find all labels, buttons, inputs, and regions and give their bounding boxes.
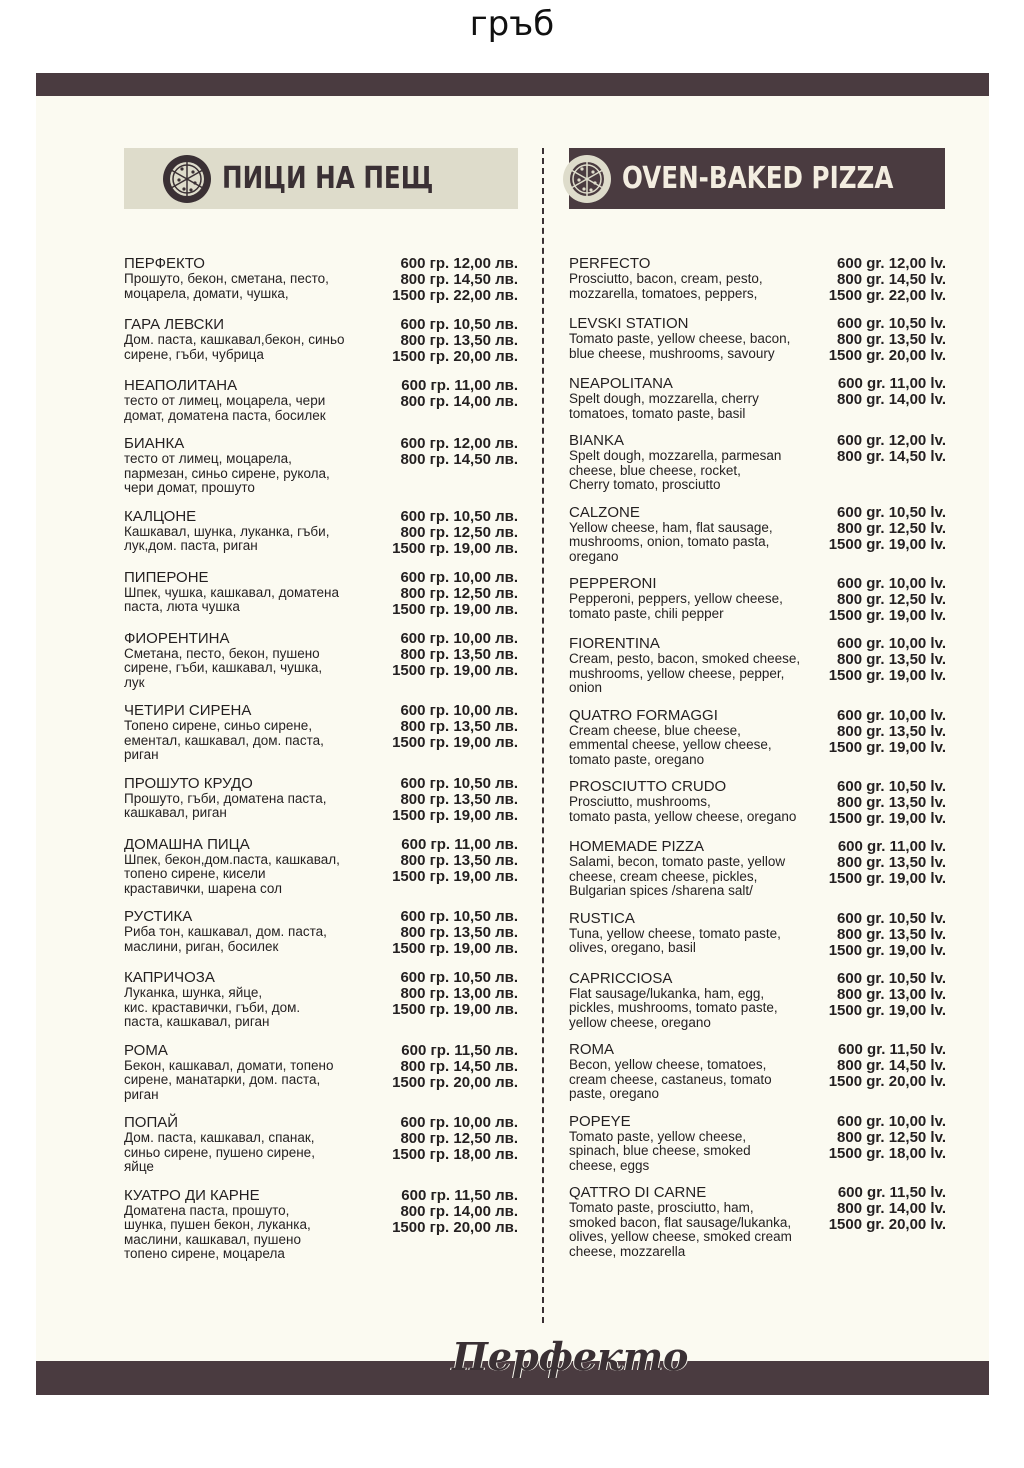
menu-item-prices	[388, 837, 518, 885]
menu-item-prices	[825, 576, 946, 624]
page-title: гръб	[469, 4, 555, 44]
menu-item-name: ПИПЕРОНЕ	[124, 568, 209, 586]
menu-item-price: 800 гр. 13,50 лв.	[400, 851, 518, 869]
menu-item-prices	[388, 256, 518, 304]
menu-item	[569, 779, 946, 827]
menu-item-description: Tomato paste, yellow cheese, bacon, blue cheese, mushrooms, savoury	[569, 331, 791, 361]
menu-item	[124, 570, 518, 618]
menu-item-name: РУСТИКА	[124, 908, 193, 925]
menu-item-price: 600 gr. 11,50 lv.	[837, 1041, 946, 1058]
menu-item-price: 1500 гр. 19,00 лв.	[392, 806, 518, 824]
menu-item-prices	[825, 636, 946, 684]
menu-item-description: Шпек, бекон,дом.паста, кашкавал, топено сирене, кисели краставички, шарена сол	[124, 851, 340, 896]
menu-item-price: 800 gr. 12,50 lv.	[837, 519, 946, 537]
menu-item-prices	[388, 1188, 518, 1236]
menu-item-price: 800 gr. 13,50 lv.	[837, 331, 946, 348]
menu-item	[124, 909, 518, 957]
menu-item-price: 1500 гр. 19,00 лв.	[392, 600, 518, 618]
menu-item-price: 600 гр. 10,50 лв.	[400, 316, 518, 333]
menu-item-name: ROMA	[569, 1041, 614, 1058]
menu-item-price: 1500 гр. 19,00 лв.	[392, 734, 518, 751]
menu-item-price: 600 гр. 11,50 лв.	[401, 1186, 518, 1204]
menu-item-name: ГАРА ЛЕВСКИ	[124, 316, 225, 333]
menu-item-price: 800 gr. 13,50 lv.	[837, 854, 946, 871]
menu-item-prices	[825, 1185, 946, 1233]
menu-item-name: BIANKA	[569, 432, 625, 449]
menu-item-price: 600 gr. 10,00 lv.	[837, 635, 946, 652]
menu-item-info	[569, 576, 825, 621]
menu-item	[569, 1042, 946, 1102]
menu-item	[124, 256, 518, 304]
menu-item-info	[124, 631, 388, 691]
menu-item-description: Tuna, yellow cheese, tomato paste, olives, oregano, basil	[569, 925, 781, 955]
menu-item-description: Flat sausage/lukanka, ham, egg, pickles, mushrooms, tomato paste, yellow cheese, oregano	[569, 985, 778, 1030]
menu-item-info	[569, 316, 825, 361]
menu-item-prices	[388, 570, 518, 618]
menu-item	[124, 703, 518, 763]
menu-item-info	[569, 708, 825, 768]
restaurant-logo: Перфекто	[452, 1334, 689, 1379]
menu-item-price: 1500 гр. 19,00 лв.	[392, 1001, 518, 1018]
menu-item-description: Прошуто, гъби, доматена паста, кашкавал, риган	[124, 790, 327, 820]
menu-item-description: Топено сирене, синьо сирене, ементал, кашкавал, дом. паста, риган	[124, 718, 324, 762]
menu-column-english	[569, 256, 946, 1316]
menu-item-name: POPEYE	[569, 1112, 631, 1130]
menu-item-price: 600 gr. 10,50 lv.	[837, 909, 946, 927]
menu-item-info	[569, 505, 825, 565]
menu-item-price: 800 gr. 12,50 lv.	[837, 591, 946, 608]
menu-item-price: 600 gr. 12,00 lv.	[837, 255, 946, 272]
column-divider	[542, 148, 544, 1323]
menu-item-price: 1500 gr. 19,00 lv.	[828, 1001, 946, 1019]
menu-item-name: PROSCIUTTO CRUDO	[569, 778, 727, 795]
header-title: ПИЦИ НА ПЕЩ	[222, 161, 434, 196]
menu-item-prices	[388, 509, 518, 557]
menu-column-bulgarian	[124, 256, 518, 1316]
menu-item-name: КУАТРО ДИ КАРНЕ	[124, 1186, 260, 1204]
menu-item-info	[569, 911, 825, 956]
menu-item	[569, 708, 946, 768]
menu-item-description: Tomato paste, prosciutto, ham, smoked bacon, flat sausage/lukanka, olives, yellow cheese, smoked cream cheese, mozzarella	[569, 1200, 792, 1259]
menu-item-price: 600 гр. 10,50 лв.	[400, 969, 518, 986]
menu-item-prices	[388, 1043, 518, 1091]
menu-item-description: Прошуто, бекон, сметана, песто, моцарела, домати, чушка,	[124, 271, 329, 301]
menu-item-price: 800 гр. 13,50 лв.	[400, 645, 518, 663]
menu-item-description: Доматена паста, прошуто, шунка, пушен бекон, луканка, маслини, кашкавал, пушено топено сирене, моцарела	[124, 1202, 311, 1261]
menu-item-name: LEVSKI STATION	[569, 315, 689, 332]
menu-item-price: 600 gr. 11,00 lv.	[837, 838, 946, 855]
menu-item-prices	[833, 376, 946, 408]
menu-item-price: 600 гр. 10,50 лв.	[400, 774, 518, 792]
menu-item-description: Yellow cheese, ham, flat sausage, mushrooms, onion, tomato pasta, oregano	[569, 519, 773, 564]
menu-item-prices	[825, 256, 946, 304]
menu-item-description: Spelt dough, mozzarella, parmesan cheese, blue cheese, rocket, Cherry tomato, prosciutto	[569, 448, 782, 492]
menu-item-description: Prosciutto, mushrooms, tomato pasta, yellow cheese, oregano	[569, 794, 797, 824]
menu-item-price: 1500 гр. 20,00 лв.	[392, 1218, 518, 1236]
menu-item-prices	[396, 378, 518, 410]
menu-item-price: 600 гр. 12,00 лв.	[400, 435, 518, 452]
menu-item-description: тесто от лимец, моцарела, чери домат, доматена паста, босилек	[124, 393, 326, 423]
menu-item-price: 600 гр. 10,00 лв.	[400, 702, 518, 719]
menu-item-info	[124, 970, 388, 1030]
menu-item-price: 800 гр. 13,50 лв.	[400, 718, 518, 735]
menu-item	[569, 1185, 946, 1259]
menu-item-prices	[388, 1115, 518, 1163]
menu-item-description: Tomato paste, yellow cheese, spinach, blue cheese, smoked cheese, eggs	[569, 1128, 751, 1173]
menu-item-info	[569, 1114, 825, 1174]
menu-item-price: 800 gr. 14,00 lv.	[837, 1200, 946, 1217]
menu-item-name: HOMEMADE PIZZA	[569, 838, 705, 855]
menu-item-info	[124, 837, 388, 897]
menu-item	[124, 436, 518, 496]
menu-item	[124, 378, 518, 423]
menu-item-prices	[825, 1042, 946, 1090]
menu-item-name: БИАНКА	[124, 435, 185, 452]
menu-item-price: 1500 gr. 18,00 lv.	[828, 1144, 946, 1162]
menu-item-info	[124, 317, 388, 362]
menu-item-description: Becon, yellow cheese, tomatoes, cream cheese, castaneus, tomato paste, oregano	[569, 1057, 772, 1101]
menu-item-price: 1500 gr. 19,00 lv.	[828, 870, 946, 887]
menu-item-info	[124, 703, 388, 763]
menu-item-name: CAPRICCIOSA	[569, 969, 673, 987]
menu-item-prices	[388, 317, 518, 365]
menu-item-price: 1500 гр. 20,00 лв.	[392, 348, 518, 365]
menu-item-price: 1500 гр. 20,00 лв.	[392, 1073, 518, 1091]
menu-item-info	[569, 256, 825, 301]
menu-item-prices	[825, 708, 946, 756]
menu-item-price: 800 gr. 14,50 lv.	[837, 448, 946, 465]
menu-item-name: ПЕРФЕКТО	[124, 255, 205, 272]
menu-item-prices	[825, 911, 946, 959]
menu-item-description: Риба тон, кашкавал, дом. паста, маслини, риган, босилек	[124, 924, 327, 954]
menu-item-description: Cream cheese, blue cheese, emmental cheese, yellow cheese, tomato paste, oregano	[569, 722, 772, 767]
menu-item-prices	[388, 970, 518, 1018]
menu-item-price: 800 gr. 13,50 lv.	[837, 925, 946, 943]
menu-item-price: 600 гр. 11,00 лв.	[401, 377, 518, 394]
menu-item-description: Дом. паста, кашкавал,бекон, синьо сирене, гъби, чубрица	[124, 332, 345, 362]
menu-item-description: Сметана, песто, бекон, пушено сирене, гъби, кашкавал, чушка, лук	[124, 645, 323, 690]
menu-item-price: 800 gr. 12,50 lv.	[837, 1128, 946, 1146]
menu-item-price: 600 gr. 10,00 lv.	[837, 706, 946, 724]
menu-item-price: 1500 гр. 19,00 лв.	[392, 661, 518, 679]
menu-item-price: 600 gr. 10,00 lv.	[837, 575, 946, 592]
menu-item-info	[124, 1043, 388, 1103]
menu-item-price: 800 гр. 14,50 лв.	[400, 451, 518, 468]
menu-item-name: КАЛЦОНЕ	[124, 507, 197, 525]
menu-item-name: ПОПАЙ	[124, 1114, 179, 1131]
menu-item-description: Spelt dough, mozzarella, cherry tomatoes, tomato paste, basil	[569, 391, 759, 421]
menu-item-info	[124, 509, 388, 554]
menu-item-info	[569, 1185, 825, 1259]
menu-item-price: 1500 гр. 19,00 лв.	[392, 539, 518, 557]
menu-item	[569, 433, 946, 493]
menu-item	[569, 911, 946, 959]
menu-item-info	[124, 909, 388, 954]
menu-item	[124, 1043, 518, 1103]
menu-item	[569, 316, 946, 364]
menu-item-price: 800 гр. 13,50 лв.	[400, 332, 518, 349]
menu-item-price: 600 гр. 12,00 лв.	[400, 255, 518, 272]
menu-item	[569, 576, 946, 624]
menu-item-price: 600 гр. 10,50 лв.	[400, 507, 518, 525]
menu-item-name: QATTRO DI CARNE	[569, 1184, 707, 1201]
menu-item	[124, 837, 518, 897]
menu-item-price: 800 gr. 14,00 lv.	[837, 391, 946, 408]
menu-item-prices	[825, 779, 946, 827]
menu-item-name: ДОМАШНА ПИЦА	[124, 835, 250, 853]
top-band	[36, 73, 989, 96]
menu-item-price: 1500 gr. 20,00 lv.	[828, 1073, 946, 1090]
menu-item-price: 800 gr. 14,50 lv.	[837, 271, 946, 288]
menu-item-description: Кашкавал, шунка, луканка, гъби, лук,дом. паста, риган	[124, 523, 330, 553]
menu-item-price: 800 gr. 13,50 lv.	[837, 651, 946, 668]
menu-item	[124, 1188, 518, 1262]
menu-item	[569, 256, 946, 304]
menu-item-price: 800 гр. 14,00 лв.	[400, 1202, 518, 1220]
menu-item-price: 800 гр. 14,50 лв.	[400, 1057, 518, 1075]
menu-item	[569, 839, 946, 899]
menu-item-name: НЕАПОЛИТАНА	[124, 377, 238, 394]
menu-item-price: 600 gr. 10,50 lv.	[837, 503, 946, 521]
menu-item-name: ПРОШУТО КРУДО	[124, 774, 253, 792]
menu-item-info	[124, 1188, 388, 1262]
menu-item-info	[569, 1042, 825, 1102]
menu-item-prices	[388, 631, 518, 679]
menu-item	[124, 1115, 518, 1175]
menu-item-price: 600 gr. 10,50 lv.	[837, 778, 946, 795]
menu-item-description: Дом. паста, кашкавал, спанак, синьо сирене, пушено сирене, яйце	[124, 1130, 315, 1174]
menu-item-price: 800 гр. 12,50 лв.	[400, 584, 518, 602]
menu-item-price: 600 гр. 10,50 лв.	[400, 908, 518, 925]
menu-item-description: Бекон, кашкавал, домати, топено сирене, манатарки, дом. паста, риган	[124, 1057, 334, 1102]
menu-item-price: 800 гр. 14,00 лв.	[400, 393, 518, 410]
header-english	[569, 148, 945, 209]
header-title: OVEN-BAKED PIZZA	[621, 161, 893, 196]
menu-item-description: Cream, pesto, bacon, smoked cheese, mushrooms, yellow cheese, pepper, onion	[569, 651, 801, 695]
menu-item-price: 1500 gr. 19,00 lv.	[828, 738, 946, 756]
menu-item-info	[569, 376, 833, 421]
menu-item-name: ФИОРЕНТИНА	[124, 629, 230, 647]
menu-item-price: 1500 gr. 19,00 lv.	[828, 607, 946, 624]
menu-item-name: PEPPERONI	[569, 575, 657, 592]
menu-item-price: 1500 гр. 22,00 лв.	[392, 287, 518, 304]
menu-item-price: 1500 gr. 19,00 lv.	[828, 810, 946, 827]
menu-item-info	[124, 570, 388, 615]
menu-item-price: 800 гр. 13,00 лв.	[400, 985, 518, 1002]
menu-item-prices	[825, 316, 946, 364]
menu-item	[124, 509, 518, 557]
menu-item-description: Salami, becon, tomato paste, yellow cheese, cream cheese, pickles, Bulgarian spices /sharena salt/	[569, 854, 786, 898]
menu-item-price: 1500 gr. 19,00 lv.	[828, 535, 946, 553]
menu-item-prices	[833, 433, 946, 465]
menu-item-description: Шпек, чушка, кашкавал, доматена паста, люта чушка	[124, 584, 339, 614]
menu-item-price: 800 gr. 13,00 lv.	[837, 985, 946, 1003]
menu-item-price: 600 gr. 10,50 lv.	[837, 969, 946, 987]
menu-item	[569, 1114, 946, 1174]
menu-item-price: 800 гр. 12,50 лв.	[400, 1130, 518, 1147]
menu-item-prices	[825, 971, 946, 1019]
menu-item-description: тесто от лимец, моцарела, пармезан, синьо сирене, рукола, чери домат, прошуто	[124, 451, 330, 495]
menu-item	[569, 971, 946, 1031]
menu-item-price: 600 gr. 10,00 lv.	[837, 1112, 946, 1130]
menu-item-info	[124, 256, 388, 301]
menu-item-price: 800 гр. 13,50 лв.	[400, 924, 518, 941]
menu-item-name: КАПРИЧОЗА	[124, 969, 215, 986]
menu-item	[124, 317, 518, 365]
menu-item-price: 1500 gr. 20,00 lv.	[828, 1216, 946, 1233]
menu-item-price: 600 гр. 10,00 лв.	[400, 629, 518, 647]
header-bulgarian	[124, 148, 518, 209]
menu-item-price: 800 gr. 13,50 lv.	[837, 794, 946, 811]
menu-item-prices	[825, 839, 946, 887]
menu-item-price: 800 gr. 14,50 lv.	[837, 1057, 946, 1074]
menu-item-prices	[396, 436, 518, 468]
menu-item-price: 800 gr. 13,50 lv.	[837, 722, 946, 740]
menu-item-price: 600 gr. 11,50 lv.	[837, 1184, 946, 1201]
menu-item-info	[124, 1115, 388, 1175]
menu-item	[569, 636, 946, 696]
menu-item-info	[569, 433, 833, 493]
menu-item-info	[124, 776, 388, 821]
menu-item-price: 800 гр. 12,50 лв.	[400, 523, 518, 541]
menu-item-name: NEAPOLITANA	[569, 375, 673, 392]
menu-item-price: 1500 gr. 22,00 lv.	[828, 287, 946, 304]
menu-item-price: 600 гр. 10,00 лв.	[400, 568, 518, 586]
menu-item-price: 1500 gr. 19,00 lv.	[828, 941, 946, 959]
menu-item-price: 600 gr. 11,00 lv.	[837, 375, 946, 392]
menu-item-info	[124, 378, 396, 423]
menu-item-info	[124, 436, 396, 496]
menu-item	[124, 631, 518, 691]
menu-item-name: PERFECTO	[569, 255, 651, 272]
menu-item-description: Луканка, шунка, яйце, кис. краставички, гъби, дом. паста, кашкавал, риган	[124, 985, 301, 1029]
menu-item-description: Prosciutto, bacon, cream, pesto, mozzarella, tomatoes, peppers,	[569, 271, 763, 301]
menu-item-price: 1500 gr. 19,00 lv.	[828, 667, 946, 684]
menu-item-name: RUSTICA	[569, 909, 635, 927]
menu-item-info	[569, 636, 825, 696]
menu-item-price: 1500 гр. 19,00 лв.	[392, 867, 518, 885]
menu-item-price: 600 гр. 10,00 лв.	[400, 1114, 518, 1131]
menu-item-info	[569, 779, 825, 824]
pizza-icon	[562, 154, 612, 204]
menu-item-info	[569, 971, 825, 1031]
menu-item	[569, 505, 946, 565]
menu-item-price: 1500 gr. 20,00 lv.	[828, 347, 946, 364]
pizza-icon	[162, 154, 212, 204]
menu-item-prices	[388, 703, 518, 751]
menu-item-name: ЧЕТИРИ СИРЕНА	[124, 702, 252, 719]
menu-item-price: 600 gr. 10,50 lv.	[837, 315, 946, 332]
menu-item-name: CALZONE	[569, 503, 640, 521]
menu-item-prices	[388, 909, 518, 957]
menu-item-price: 600 gr. 12,00 lv.	[837, 432, 946, 449]
menu-item-price: 1500 гр. 18,00 лв.	[392, 1146, 518, 1163]
menu-item-prices	[825, 1114, 946, 1162]
menu-item-name: QUATRO FORMAGGI	[569, 706, 718, 724]
menu-item-price: 800 гр. 13,50 лв.	[400, 790, 518, 808]
menu-item	[124, 970, 518, 1030]
menu-item-price: 1500 гр. 19,00 лв.	[392, 940, 518, 957]
menu-item-price: 800 гр. 14,50 лв.	[400, 271, 518, 288]
menu-item-name: РОМА	[124, 1041, 168, 1059]
menu-item-price: 600 гр. 11,00 лв.	[401, 835, 518, 853]
menu-item-prices	[388, 776, 518, 824]
menu-item-description: Pepperoni, peppers, yellow cheese, tomato paste, chili pepper	[569, 591, 783, 621]
menu-item-price: 600 гр. 11,50 лв.	[401, 1041, 518, 1059]
menu-item-name: FIORENTINA	[569, 635, 660, 652]
menu-item	[124, 776, 518, 824]
menu-item	[569, 376, 946, 421]
menu-item-info	[569, 839, 825, 899]
menu-item-prices	[825, 505, 946, 553]
